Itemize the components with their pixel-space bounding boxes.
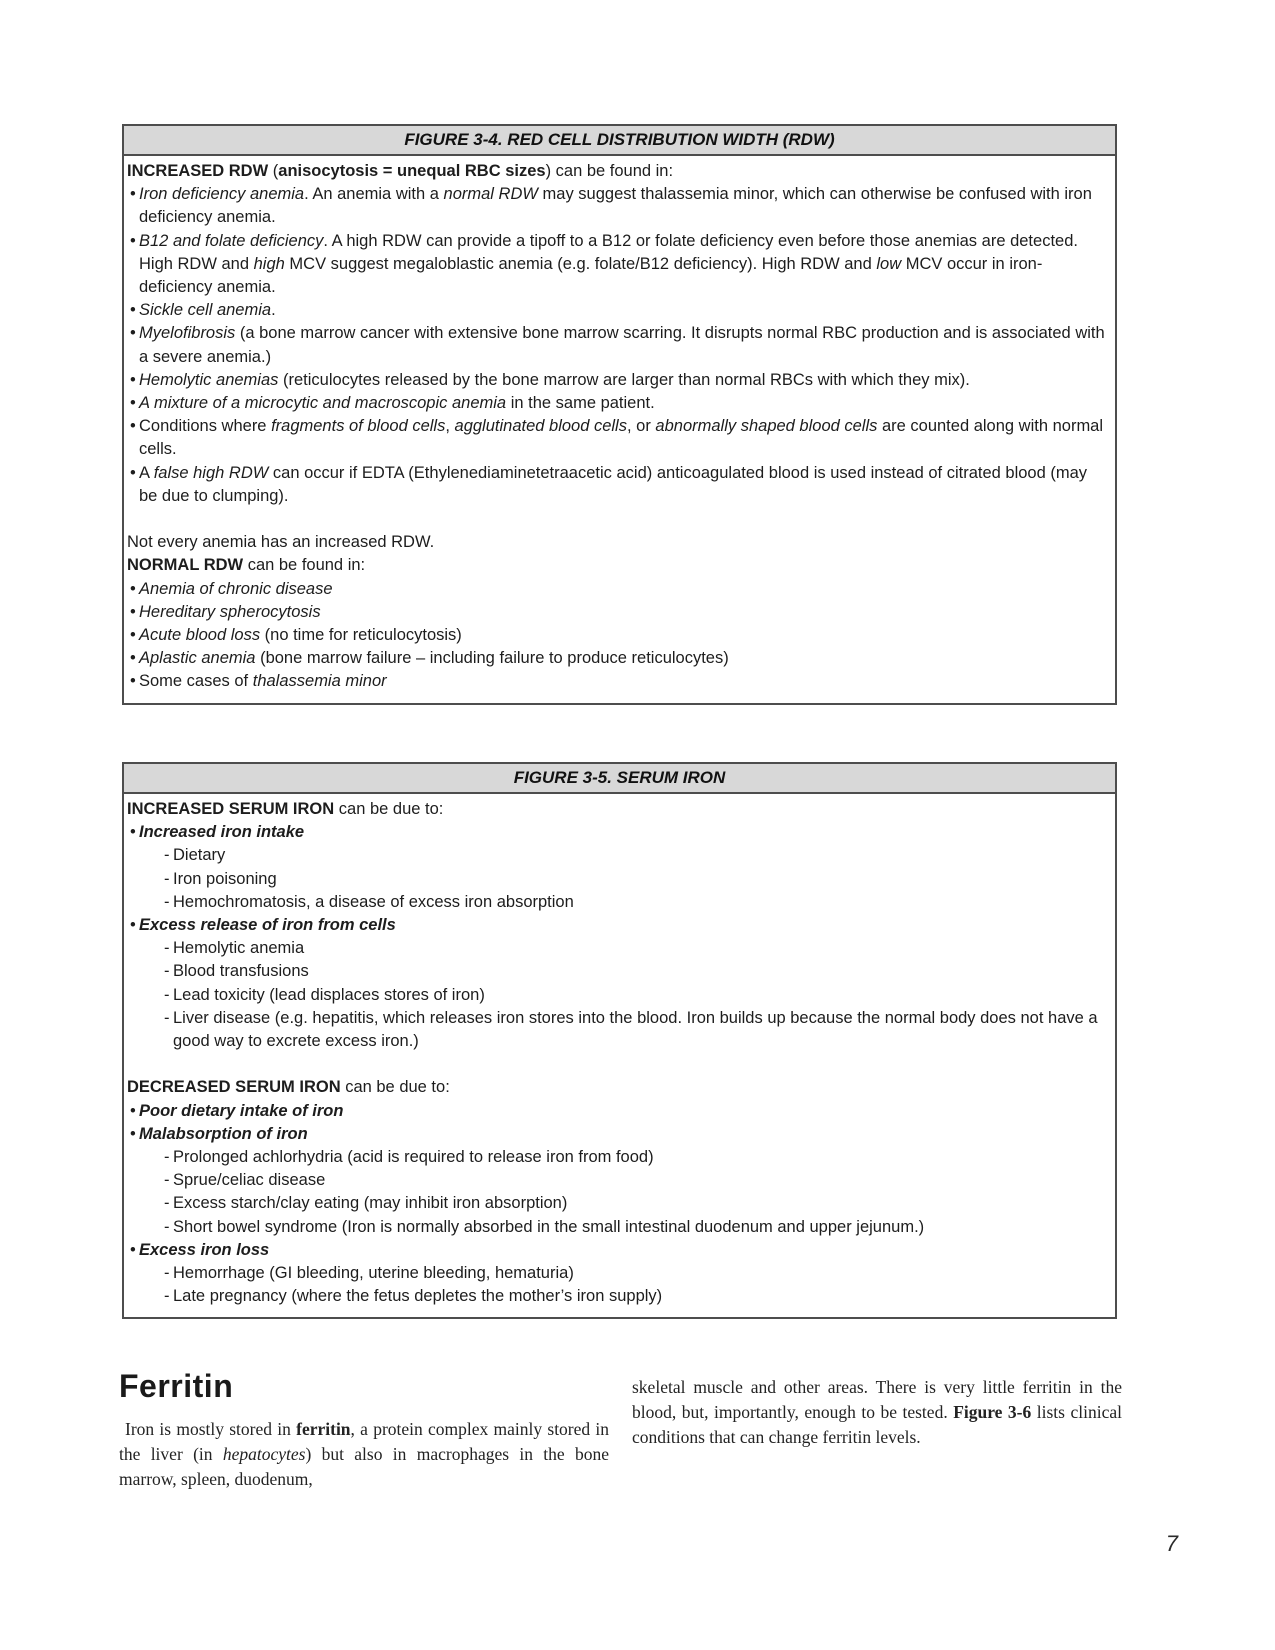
content-line: Not every anemia has an increased RDW. [127, 533, 435, 552]
content-line: • Malabsorption of iron [127, 1123, 1105, 1146]
content-line: - Iron poisoning [127, 868, 1105, 891]
content-line: • Excess release of iron from cells [127, 914, 1105, 937]
content-line: • Hemolytic anemias (reticulocytes released by the bone marrow are larger than normal RBCs with which they mix). [127, 369, 1105, 392]
content-line: - Short bowel syndrome (Iron is normally absorbed in the small intestinal duodenum and upper jejunum.) [127, 1216, 1105, 1239]
bullet-marker: • [130, 916, 136, 935]
content-line: • Poor dietary intake of iron [127, 1100, 1105, 1123]
content-line: • Iron deficiency anemia. An anemia with a normal RDW may suggest thalassemia minor, which can otherwise be confused with iron deficiency anemia. [130, 185, 1092, 227]
dash-marker: - [164, 1264, 170, 1283]
bullet-marker: • [130, 231, 136, 250]
content-line: - Late pregnancy (where the fetus depletes the mother’s iron supply) [127, 1285, 1105, 1308]
bullet-marker: • [130, 1101, 136, 1120]
figure-title-serum-iron: FIGURE 3-5. SERUM IRON [124, 764, 1115, 794]
content-line: - Liver disease (e.g. hepatitis, which releases iron stores into the blood. Iron builds up because the normal body does not have a good way to excrete excess iron.) [164, 1008, 1098, 1051]
content-line: - Excess starch/clay eating (may inhibit iron absorption) [127, 1192, 1105, 1215]
bullet-marker: • [130, 823, 136, 842]
figure-title-rdw: FIGURE 3-4. RED CELL DISTRIBUTION WIDTH (RDW) [124, 126, 1115, 156]
figure-box-rdw [122, 124, 1117, 705]
bullet-marker: • [130, 417, 136, 436]
dash-marker: - [164, 962, 170, 981]
content-line: • Excess iron loss [127, 1239, 1105, 1262]
content-line: • Some cases of thalassemia minor [127, 670, 1105, 693]
content-line: • Aplastic anemia (bone marrow failure – including failure to produce reticulocytes) [127, 647, 1105, 670]
bullet-marker: • [130, 1240, 136, 1259]
content-line: - Prolonged achlorhydria (acid is required to release iron from food) [127, 1146, 1105, 1169]
bullet-marker: • [130, 463, 136, 482]
content-line: - Lead toxicity (lead displaces stores of iron) [127, 984, 1105, 1007]
bullet-marker: • [130, 672, 136, 691]
spacer-line [127, 1053, 1105, 1076]
dash-marker: - [164, 939, 170, 958]
bullet-marker: • [130, 301, 136, 320]
figure-body-serum-iron [124, 794, 1115, 1317]
spacer-line [127, 508, 1105, 531]
content-line: • Hereditary spherocytosis [127, 601, 1105, 624]
content-line: - Sprue/celiac disease [127, 1169, 1105, 1192]
dash-marker: - [164, 846, 170, 865]
figure-box-serum-iron [122, 762, 1117, 1319]
dash-marker: - [164, 1008, 170, 1027]
dash-marker: - [164, 1194, 170, 1213]
content-line: • Acute blood loss (no time for reticulocytosis) [127, 624, 1105, 647]
figure-body-rdw [124, 156, 1115, 703]
ferritin-column-right: skeletal muscle and other areas. There is very little ferritin in the blood, but, importantly, enough to be tested. Figure 3-6 lists clinical conditions that can change ferritin levels. [632, 1377, 1122, 1447]
dash-marker: - [164, 985, 170, 1004]
content-line: - Hemolytic anemia [127, 937, 1105, 960]
page-number: 7 [1165, 1531, 1178, 1556]
content-line: DECREASED SERUM IRON can be due to: [127, 1078, 450, 1097]
content-line: - Hemorrhage (GI bleeding, uterine bleeding, hematuria) [127, 1262, 1105, 1285]
bullet-marker: • [130, 602, 136, 621]
dash-marker: - [164, 1217, 170, 1236]
section-heading-ferritin: Ferritin [119, 1368, 234, 1404]
dash-marker: - [164, 1287, 170, 1306]
content-line: • A false high RDW can occur if EDTA (Ethylenediaminetetraacetic acid) anticoagulated blood is used instead of citrated blood (may be due to clumping). [130, 463, 1088, 505]
content-line: - Dietary [127, 844, 1105, 867]
bullet-marker: • [130, 324, 136, 343]
content-line: - Blood transfusions [127, 960, 1105, 983]
dash-marker: - [164, 892, 170, 911]
content-line: • Anemia of chronic disease [127, 578, 1105, 601]
bullet-marker: • [130, 649, 136, 668]
content-line: • Conditions where fragments of blood cells, agglutinated blood cells, or abnormally shaped blood cells are counted along with normal cells. [130, 417, 1104, 459]
dash-marker: - [164, 1148, 170, 1167]
content-line: NORMAL RDW can be found in: [127, 556, 366, 575]
bullet-marker: • [130, 579, 136, 598]
bullet-marker: • [130, 626, 136, 645]
content-line: • Increased iron intake [127, 821, 1105, 844]
bullet-marker: • [130, 394, 136, 413]
content-line: INCREASED RDW (anisocytosis = unequal RBC sizes) can be found in: [127, 162, 674, 180]
bullet-marker: • [130, 370, 136, 389]
dash-marker: - [164, 1171, 170, 1190]
content-line: • A mixture of a microcytic and macroscopic anemia in the same patient. [127, 392, 1105, 415]
bullet-marker: • [130, 1124, 136, 1143]
content-line: • Myelofibrosis (a bone marrow cancer with extensive bone marrow scarring. It disrupts normal RBC production and is associated with a severe anemia.) [130, 324, 1105, 366]
dash-marker: - [164, 869, 170, 888]
content-line: INCREASED SERUM IRON can be due to: [127, 800, 444, 818]
content-line: • B12 and folate deficiency. A high RDW can provide a tipoff to a B12 or folate deficiency even before those anemias are detected. High RDW and high MCV suggest megaloblastic anemia (e.g. folate/B12 deficiency). High RDW and low MCV occur in iron-deficiency anemia. [130, 231, 1078, 297]
content-line: - Hemochromatosis, a disease of excess iron absorption [127, 891, 1105, 914]
bullet-marker: • [130, 185, 136, 204]
content-line: • Sickle cell anemia. [127, 299, 1105, 322]
ferritin-column-left: Iron is mostly stored in ferritin, a protein complex mainly stored in the liver (in hepatocytes) but also in macrophages in the bone marrow, spleen, duodenum, [119, 1419, 610, 1489]
